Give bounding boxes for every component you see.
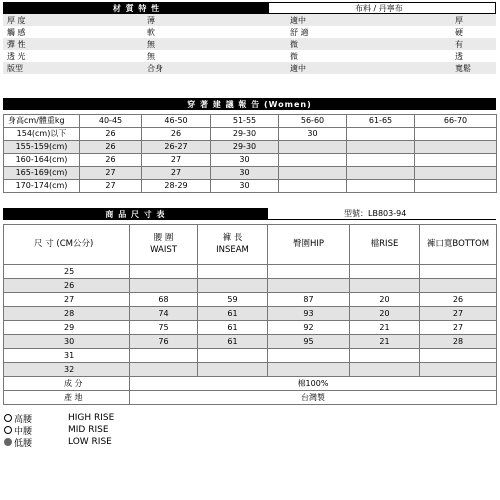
fit-size-cell: 30 <box>211 167 279 180</box>
height-range-cell: 155-159(cm) <box>4 141 80 154</box>
radio-filled-icon <box>4 438 12 446</box>
radio-empty-icon <box>4 414 12 422</box>
measurement-cell <box>130 279 198 293</box>
measurement-header: 臀圍HIP <box>268 225 350 265</box>
measurement-cell <box>350 349 420 363</box>
measurement-cell <box>350 265 420 279</box>
height-range-cell: 170-174(cm) <box>4 180 80 193</box>
material-right-value: 寬鬆 <box>455 64 471 73</box>
material-left-value: 合身 <box>147 64 163 73</box>
material-row <box>3 62 496 74</box>
measurement-header: 褲口寬BOTTOM <box>420 225 497 265</box>
measurement-cell: 95 <box>268 335 350 349</box>
size-row <box>4 279 497 293</box>
fit-size-cell <box>279 180 347 193</box>
fit-header-row <box>4 115 497 128</box>
measurement-cell <box>420 363 497 377</box>
size-table <box>3 224 497 405</box>
weight-range-header: 66-70 <box>415 115 497 128</box>
fit-size-cell: 26-27 <box>142 141 211 154</box>
fit-size-cell: 26 <box>80 154 142 167</box>
fit-size-cell <box>415 128 497 141</box>
material-row <box>3 38 496 50</box>
legend-item <box>4 412 114 424</box>
measurement-cell: 27 <box>420 321 497 335</box>
size-row <box>4 307 497 321</box>
fit-size-cell <box>279 154 347 167</box>
measurement-cell: 87 <box>268 293 350 307</box>
size-corner-label: 尺 寸 (CM公分) <box>4 225 130 265</box>
legend-item <box>4 424 114 436</box>
size-row <box>4 321 497 335</box>
measurement-header: 褲 長 INSEAM <box>198 225 268 265</box>
origin-row <box>4 391 497 405</box>
measurement-cell <box>130 265 198 279</box>
measurement-cell: 26 <box>420 293 497 307</box>
measurement-cell: 93 <box>268 307 350 321</box>
fit-size-cell: 26 <box>80 128 142 141</box>
legend-zh-label: 低腰 <box>14 438 33 449</box>
fit-size-cell: 27 <box>142 167 211 180</box>
size-header <box>3 208 496 220</box>
size-label-cell: 27 <box>4 293 130 307</box>
size-label-cell: 31 <box>4 349 130 363</box>
material-attribute-name: 觸 感 <box>7 28 26 37</box>
material-attribute-name: 版型 <box>7 64 23 73</box>
material-left-value: 薄 <box>147 16 155 25</box>
material-attribute-name: 透 光 <box>7 52 26 61</box>
weight-range-header: 46-50 <box>142 115 211 128</box>
material-mid-value: 適中 <box>290 16 306 25</box>
measurement-cell <box>198 349 268 363</box>
size-header-row <box>4 225 497 265</box>
legend-en-label: HIGH RISE <box>68 413 115 423</box>
legend-item <box>4 436 114 448</box>
material-row <box>3 50 496 62</box>
measurement-cell <box>420 265 497 279</box>
measurement-cell: 20 <box>350 307 420 321</box>
material-row <box>3 26 496 38</box>
measurement-cell: 74 <box>130 307 198 321</box>
material-attribute-name: 厚 度 <box>7 16 26 25</box>
weight-range-header: 51-55 <box>211 115 279 128</box>
fit-size-cell <box>347 141 415 154</box>
fit-title: 穿 著 建 議 報 告 (Women) <box>4 99 495 109</box>
fit-size-cell: 29-30 <box>211 141 279 154</box>
fit-size-cell <box>415 154 497 167</box>
measurement-cell: 28 <box>420 335 497 349</box>
material-right-value: 有 <box>455 40 463 49</box>
weight-range-header: 56-60 <box>279 115 347 128</box>
fit-size-cell: 27 <box>142 154 211 167</box>
fit-size-cell <box>279 141 347 154</box>
measurement-header: 腰 圍 WAIST <box>130 225 198 265</box>
fit-size-cell: 28-29 <box>142 180 211 193</box>
measurement-cell: 21 <box>350 321 420 335</box>
fit-size-cell: 30 <box>211 180 279 193</box>
size-row <box>4 293 497 307</box>
weight-range-header: 61-65 <box>347 115 415 128</box>
measurement-cell: 68 <box>130 293 198 307</box>
fit-header <box>3 98 496 110</box>
fit-size-cell: 30 <box>211 154 279 167</box>
fit-size-cell <box>279 167 347 180</box>
composition-row <box>4 377 497 391</box>
material-mid-value: 適中 <box>290 64 306 73</box>
size-label-cell: 26 <box>4 279 130 293</box>
composition-label: 成 分 <box>4 377 130 391</box>
material-header <box>3 2 496 14</box>
size-label-cell: 32 <box>4 363 130 377</box>
measurement-cell <box>350 363 420 377</box>
fit-size-cell <box>347 128 415 141</box>
fit-size-cell <box>347 167 415 180</box>
material-mid-value: 舒 適 <box>290 28 309 37</box>
material-left-value: 無 <box>147 40 155 49</box>
fabric-label: 布料 / 丹寧布 <box>269 3 495 13</box>
measurement-cell <box>420 279 497 293</box>
measurement-cell: 20 <box>350 293 420 307</box>
fit-size-cell: 27 <box>80 167 142 180</box>
measurement-cell <box>420 349 497 363</box>
fit-row <box>4 180 497 193</box>
measurement-cell: 92 <box>268 321 350 335</box>
fit-size-cell <box>415 167 497 180</box>
measurement-cell <box>198 363 268 377</box>
measurement-cell <box>198 265 268 279</box>
size-label-cell: 25 <box>4 265 130 279</box>
rise-legend <box>4 412 114 448</box>
height-range-cell: 160-164(cm) <box>4 154 80 167</box>
measurement-cell: 61 <box>198 307 268 321</box>
fit-size-cell: 26 <box>80 141 142 154</box>
material-section <box>3 2 496 74</box>
fit-row <box>4 154 497 167</box>
material-attribute-name: 彈 性 <box>7 40 26 49</box>
fit-corner-label: 身高cm/體重kg <box>4 115 80 128</box>
composition-value: 棉100% <box>130 377 497 391</box>
measurement-header: 檔RISE <box>350 225 420 265</box>
size-label-cell: 28 <box>4 307 130 321</box>
size-label-cell: 30 <box>4 335 130 349</box>
fit-size-cell: 29-30 <box>211 128 279 141</box>
measurement-cell: 61 <box>198 335 268 349</box>
fit-size-cell <box>347 180 415 193</box>
material-right-value: 硬 <box>455 28 463 37</box>
material-left-value: 無 <box>147 52 155 61</box>
size-title: 商 品 尺 寸 表 <box>3 208 268 220</box>
legend-zh-wrap <box>4 436 68 449</box>
measurement-cell: 61 <box>198 321 268 335</box>
legend-en-label: LOW RISE <box>68 437 112 447</box>
measurement-cell: 59 <box>198 293 268 307</box>
measurement-cell: 27 <box>420 307 497 321</box>
fit-size-cell: 26 <box>142 128 211 141</box>
measurement-cell <box>268 363 350 377</box>
height-range-cell: 165-169(cm) <box>4 167 80 180</box>
size-row <box>4 265 497 279</box>
model-number: 型號：LB803-94 <box>268 208 496 220</box>
radio-empty-icon <box>4 426 12 434</box>
size-row <box>4 349 497 363</box>
measurement-cell: 21 <box>350 335 420 349</box>
size-section <box>3 208 496 405</box>
measurement-cell <box>268 349 350 363</box>
fit-row <box>4 141 497 154</box>
size-row <box>4 363 497 377</box>
material-rows <box>3 14 496 74</box>
legend-zh-label: 高腰 <box>14 414 33 425</box>
measurement-cell <box>268 265 350 279</box>
material-row <box>3 14 496 26</box>
material-left-value: 軟 <box>147 28 155 37</box>
weight-range-header: 40-45 <box>80 115 142 128</box>
material-right-value: 厚 <box>455 16 463 25</box>
height-range-cell: 154(cm)以下 <box>4 128 80 141</box>
measurement-cell <box>350 279 420 293</box>
legend-zh-label: 中腰 <box>14 426 33 437</box>
fit-size-cell <box>415 141 497 154</box>
size-label-cell: 29 <box>4 321 130 335</box>
fit-table <box>3 114 497 193</box>
fit-size-cell: 27 <box>80 180 142 193</box>
size-row <box>4 335 497 349</box>
measurement-cell: 76 <box>130 335 198 349</box>
legend-en-label: MID RISE <box>68 425 109 435</box>
fit-section <box>3 98 496 193</box>
fit-size-cell: 30 <box>279 128 347 141</box>
measurement-cell: 75 <box>130 321 198 335</box>
origin-label: 產 地 <box>4 391 130 405</box>
material-right-value: 透 <box>455 52 463 61</box>
measurement-cell <box>268 279 350 293</box>
material-mid-value: 微 <box>290 52 298 61</box>
measurement-cell <box>198 279 268 293</box>
material-mid-value: 微 <box>290 40 298 49</box>
fit-size-cell <box>415 180 497 193</box>
measurement-cell <box>130 349 198 363</box>
fit-row <box>4 128 497 141</box>
measurement-cell <box>130 363 198 377</box>
material-title: 材 質 特 性 <box>4 3 269 13</box>
origin-value: 台灣製 <box>130 391 497 405</box>
fit-size-cell <box>347 154 415 167</box>
fit-row <box>4 167 497 180</box>
